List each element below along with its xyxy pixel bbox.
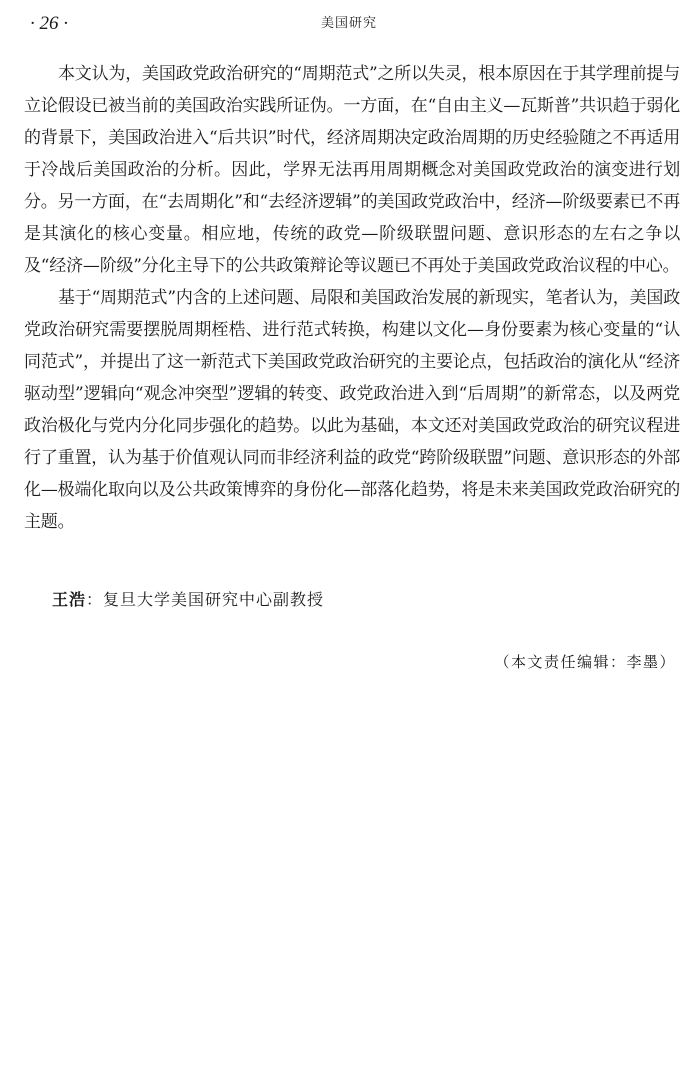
- journal-name: 美国研究: [320, 16, 377, 31]
- author-name: 王浩: [52, 590, 87, 609]
- page-number: · 26 ·: [30, 13, 68, 34]
- author-separator: ：: [86, 590, 104, 609]
- article-body: [24, 58, 680, 538]
- page-header: [0, 12, 698, 36]
- paragraph-conclusion-2: 基于“周期范式”内含的上述问题、局限和美国政治发展的新现实，笔者认为，美国政党政治研究需要摆脱周期桎梏、进行范式转换，构建以文化—身份要素为核心变量的“认同范式”，并提出了这一新范式下美国政党政治研究的主要论点，包括政治的演化从“经济驱动型”逻辑向“观念冲突型”逻辑的转变、政党政治进入到“后周期”的新常态，以及两党政治极化与党内分化同步强化的趋势。以此为基础，本文还对美国政党政治的研究议程进行了重置，认为基于价值观认同而非经济利益的政党“跨阶级联盟”问题、意识形态的外部化—极端化取向以及公共政策博弈的身份化—部落化趋势，将是未来美国政党政治研究的主题。: [24, 288, 680, 532]
- author-title: 复旦大学美国研究中心副教授: [103, 590, 325, 609]
- paragraph-conclusion-1: 本文认为，美国政党政治研究的“周期范式”之所以失灵，根本原因在于其学理前提与立论假设已被当前的美国政治实践所证伪。一方面，在“自由主义—瓦斯普”共识趋于弱化的背景下，美国政治进入“后共识”时代，经济周期决定政治周期的历史经验随之不再适用于冷战后美国政治的分析。因此，学界无法再用周期概念对美国政党政治的演变进行划分。另一方面，在“去周期化”和“去经济逻辑”的美国政党政治中，经济—阶级要素已不再是其演化的核心变量。相应地，传统的政党—阶级联盟问题、意识形态的左右之争以及“经济—阶级”分化主导下的公共政策辩论等议题已不再处于美国政党政治议程的中心。: [24, 64, 680, 276]
- author-info: [52, 586, 324, 614]
- editor-note: （本文责任编辑：李墨）: [494, 653, 676, 671]
